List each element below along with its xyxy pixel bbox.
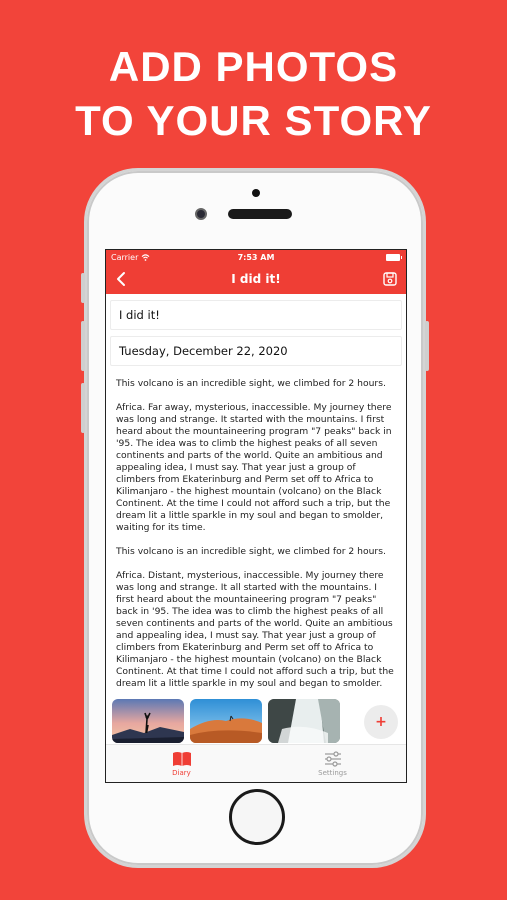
headline-line-2: TO YOUR STORY <box>75 97 432 144</box>
home-button[interactable] <box>229 789 285 845</box>
tab-diary[interactable] <box>106 745 257 782</box>
nav-title: I did it! <box>231 272 281 286</box>
body-paragraph: This volcano is an incredible sight, we climbed for 2 hours. <box>116 378 386 389</box>
mute-switch <box>81 273 85 303</box>
phone-frame <box>84 168 426 868</box>
sliders-icon <box>323 751 343 767</box>
tab-diary-label: Diary <box>172 768 191 777</box>
promo-headline <box>0 40 507 148</box>
plus-icon: + <box>375 714 387 730</box>
back-icon[interactable] <box>114 271 130 287</box>
entry-date-field[interactable] <box>110 336 402 366</box>
photo-thumbnail-3[interactable] <box>268 699 340 743</box>
front-camera <box>195 208 207 220</box>
carrier-label: Carrier <box>111 252 139 262</box>
entry-body-text[interactable] <box>110 372 402 692</box>
status-time: 7:53 AM <box>237 252 275 262</box>
nav-bar <box>106 264 406 294</box>
photo-thumbnail-1[interactable] <box>112 699 184 743</box>
body-paragraph: This volcano is an incredible sight, we climbed for 2 hours. <box>116 546 386 557</box>
volume-up-button <box>81 321 85 371</box>
body-paragraph: Africa. Distant, mysterious, inaccessible. My journey there was long and strange. It all started with the mountains. I first heard about the mountaineering program "7 peaks" back in '95. The idea was to climb the highest peaks of all seven continents and parts of the world. Quite an ambitious and appealing idea, I must say. That year just a group of climbers from Ekaterinburg and Perm set off to Africa to Kilimanjaro - the highest mountain (volcano) on the Black Continent. At that time I could not afford such a trip, but the dream lit a little sparkle in my soul and began to smolder. <box>116 570 394 689</box>
photo-strip <box>106 698 407 744</box>
add-photo-button[interactable] <box>364 705 398 739</box>
app-screen <box>105 249 407 783</box>
tab-settings[interactable] <box>257 745 407 782</box>
body-paragraph: Africa. Far away, mysterious, inaccessible. My journey there was long and strange. It started with the mountains. I first heard about the mountaineering program "7 peaks" back in '95. The idea was to climb the highest peaks of all seven continents and parts of the world. Quite an ambitious and appealing idea, I must say. That year just a group of climbers from Ekaterinburg and Perm set off to Africa to Kilimanjaro - the highest mountain (volcano) on the Black Continent. At the time I could not afford such a trip, but the dream lit a little sparkle in my soul and began to smolder, waiting for its time. <box>116 402 392 533</box>
entry-title-field[interactable] <box>110 300 402 330</box>
tab-bar <box>106 744 407 782</box>
save-icon[interactable] <box>382 271 398 287</box>
entry-editor <box>106 294 406 692</box>
power-button <box>425 321 429 371</box>
book-icon <box>172 751 192 767</box>
entry-date-value: Tuesday, December 22, 2020 <box>119 344 288 358</box>
sensor-dot <box>252 189 260 197</box>
photo-thumbnail-2[interactable] <box>190 699 262 743</box>
headline-line-1: ADD PHOTOS <box>108 43 399 90</box>
battery-icon <box>386 254 400 261</box>
tab-settings-label: Settings <box>318 768 347 777</box>
earpiece-speaker <box>228 209 292 219</box>
entry-title-value: I did it! <box>119 308 160 322</box>
volume-down-button <box>81 383 85 433</box>
status-bar <box>106 250 406 264</box>
